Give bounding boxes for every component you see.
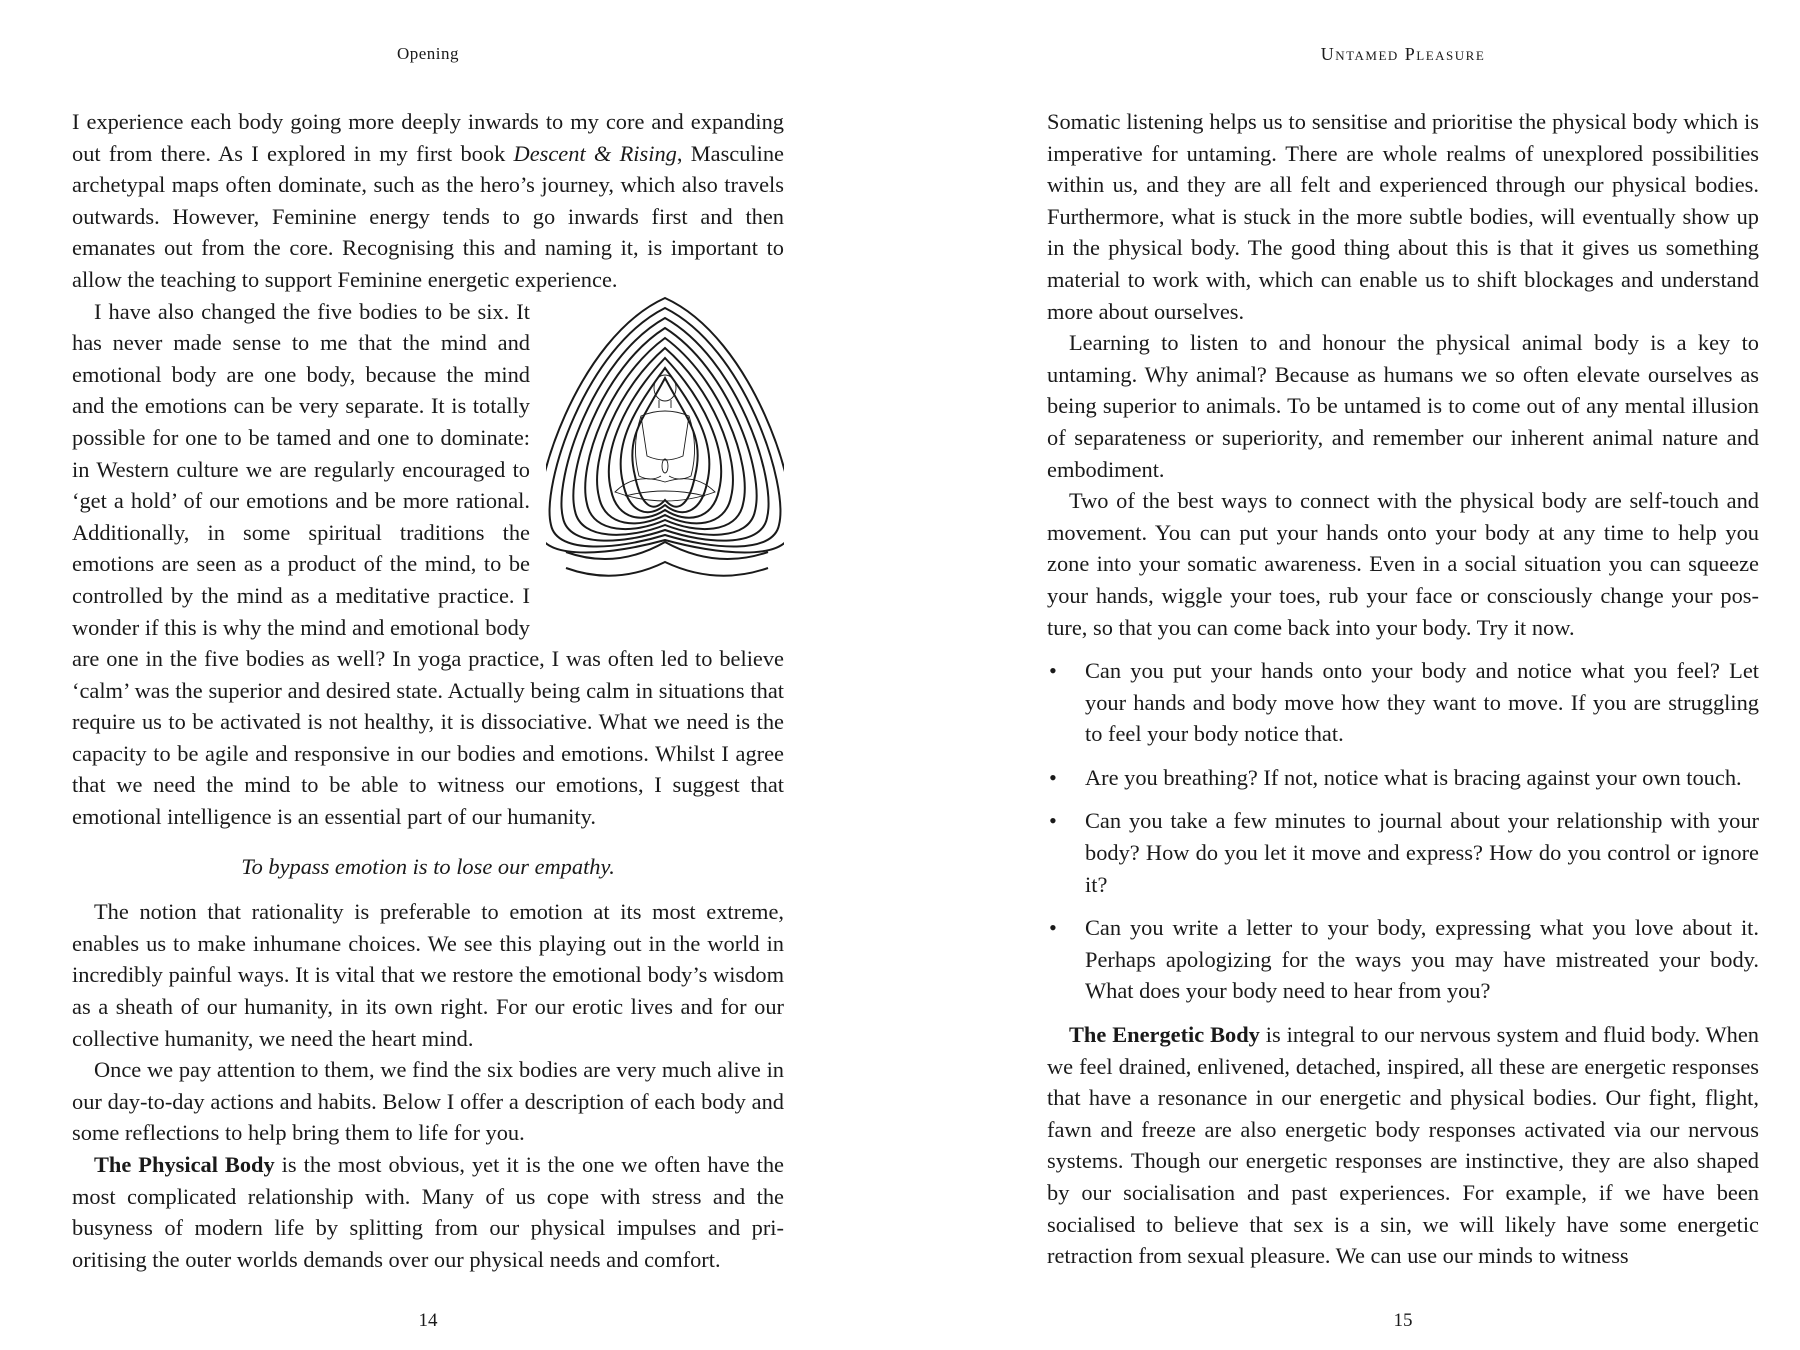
meditating-figure: [615, 375, 715, 501]
bullet-icon: •: [1049, 764, 1057, 790]
wing-line: [566, 562, 768, 576]
right-paragraph-3: Two of the best ways to connect with the physical body are self-touch and movement. You can put your hands onto your body at any time to help you zone into your somatic awareness. Even in a social situation you can squeeze your hands, wiggle your toes, rub your face or consciously change your posture, so that you can come back into your body. Try it now.: [1047, 488, 1759, 640]
list-item: • Are you breathing? If not, notice what is bracing against your own touch.: [1047, 762, 1759, 794]
heart-contour: [632, 378, 697, 507]
page-number-left: 14: [418, 1310, 438, 1331]
running-head-left: Opening: [396, 44, 460, 63]
reflection-list: [1047, 655, 1759, 1007]
bullet-icon: •: [1049, 915, 1057, 941]
meditating-figure-in-nested-heart-icon: [546, 296, 784, 596]
heart-contour: [561, 318, 768, 541]
right-paragraph-2: Learning to listen to and honour the physical animal body is a key to untaming. Why animal? Because as humans we so often elevate ourselves as being superior to animals. To be untamed is to come out of any mental illusion of separateness or superiority, and remember our inherent animal nature and embodiment.: [1047, 330, 1759, 482]
wing-line: [566, 542, 768, 559]
list-item: • Can you write a letter to your body, expressing what you love about it. Perhaps apologizing for the ways you may have mistreated your body. What does your body need to hear from you?: [1047, 912, 1759, 1007]
pull-quote: To bypass emotion is to lose our empathy.: [241, 853, 615, 879]
list-item: • Can you take a few minutes to journal about your relationship with your body? How do you let it move and express? How do you control or ignore it?: [1047, 805, 1759, 900]
meditation-illustration: [546, 296, 784, 612]
left-page-body: [72, 106, 784, 1275]
left-paragraph-3: The notion that rationality is preferable to emotion at its most extreme, enables us to make inhumane choices. We see this playing out in the world in incredibly painful ways. It is vital that we restore the emotional body’s wisdom as a sheath of our humanity, in its own right. For our erotic lives and for our collective humanity, we need the heart mind.: [72, 899, 784, 1051]
physical-body-heading: The Physical Body: [94, 1152, 275, 1177]
left-paragraph-2: I have also changed the five bodies to be six. It has never made sense to me that the mind and emotional body are one body, because the mind and the emotions can be very separate. It is totally possible for one to be tamed and one to dominate: in Western culture we are regularly encouraged to ‘get a hold’ of our emotions and be more rational. Additionally, in some spiritual traditions the emotions are seen as a product of the mind, to be controlled by the mind as a meditative practice. I wonder if this is why the mind and emotional body are one in the five bodies as well? In yoga practice, I was often led to believe ‘calm’ was the superior and desired state. Actually being calm in situations that require us to be activated is not healthy, it is dissociative. What we need is the capacity to be agile and responsive in our bodies and emotions. Whilst I agree that we need the mind to be able to witness our emotions, I suggest that emotional intelligence is an essential part of our humanity.: [72, 296, 784, 833]
right-paragraph-1: Somatic listening helps us to sensitise and prioritise the physical body which is imperative for untaming. There are whole realms of unexplored possibilities within us, and they are all felt and experienced through our physical bodies. Furthermore, what is stuck in the more subtle bodies, will eventually show up in the physical body. The good thing about this is that it gives us something material to work with, which can enable us to shift blockages and understand more about ourselves.: [1047, 109, 1759, 324]
right-page: [1047, 0, 1759, 1350]
list-item: • Can you put your hands onto your body and notice what you feel? Let your hands and body move how they want to move. If you are struggling to feel your body notice that.: [1047, 655, 1759, 750]
book-title: Descent & Rising: [513, 140, 677, 166]
left-paragraph-1: I experience each body going more deeply inwards to my core and expanding out from there. As I explored in my first book Descent & Rising, Masculine archetypal maps often dominate, such as the hero’s journey, which also travels outwards. However, Feminine energy tends to go inwards first and then emanates out from the core. Recognising this and naming it, is important to allow the teaching to support Feminine energetic experience.: [72, 109, 785, 292]
bullet-icon: •: [1049, 808, 1057, 834]
bullet-icon: •: [1049, 658, 1057, 684]
right-paragraph-4: The Energetic Body is integral to our nervous system and fluid body. When we feel drained, enlivened, detached, inspired, all these are energetic responses that have a resonance in our energetic and physical bodies. Our fight, flight, fawn and freeze are also energetic body responses activated via our nervous systems. Though our energetic responses are instinctive, they are also shaped by our socialisation and past experiences. For example, if we have been socialised to believe that sex is a sin, we will likely have some energetic retraction from sexual pleasure. We can use our minds to witness: [1047, 1022, 1759, 1269]
left-paragraph-5: The Physical Body is the most obvious, yet it is the one we often have the most complicated relationship with. Many of us cope with stress and the busyness of modern life by splitting from our physical impulses and prioritising the outer worlds demands over our physical needs and comfort.: [72, 1152, 784, 1272]
right-page-body: [1047, 106, 1759, 1272]
energetic-body-heading: The Energetic Body: [1069, 1022, 1260, 1048]
left-page: [72, 0, 784, 1350]
page-number-right: 15: [1393, 1310, 1413, 1331]
left-paragraph-4: Once we pay attention to them, we find the six bodies are very much alive in our day-to-day actions and habits. Below I offer a description of each body and some reflections to help bring them to life for you.: [72, 1057, 784, 1146]
running-head-right: Untamed Pleasure: [1320, 44, 1486, 64]
